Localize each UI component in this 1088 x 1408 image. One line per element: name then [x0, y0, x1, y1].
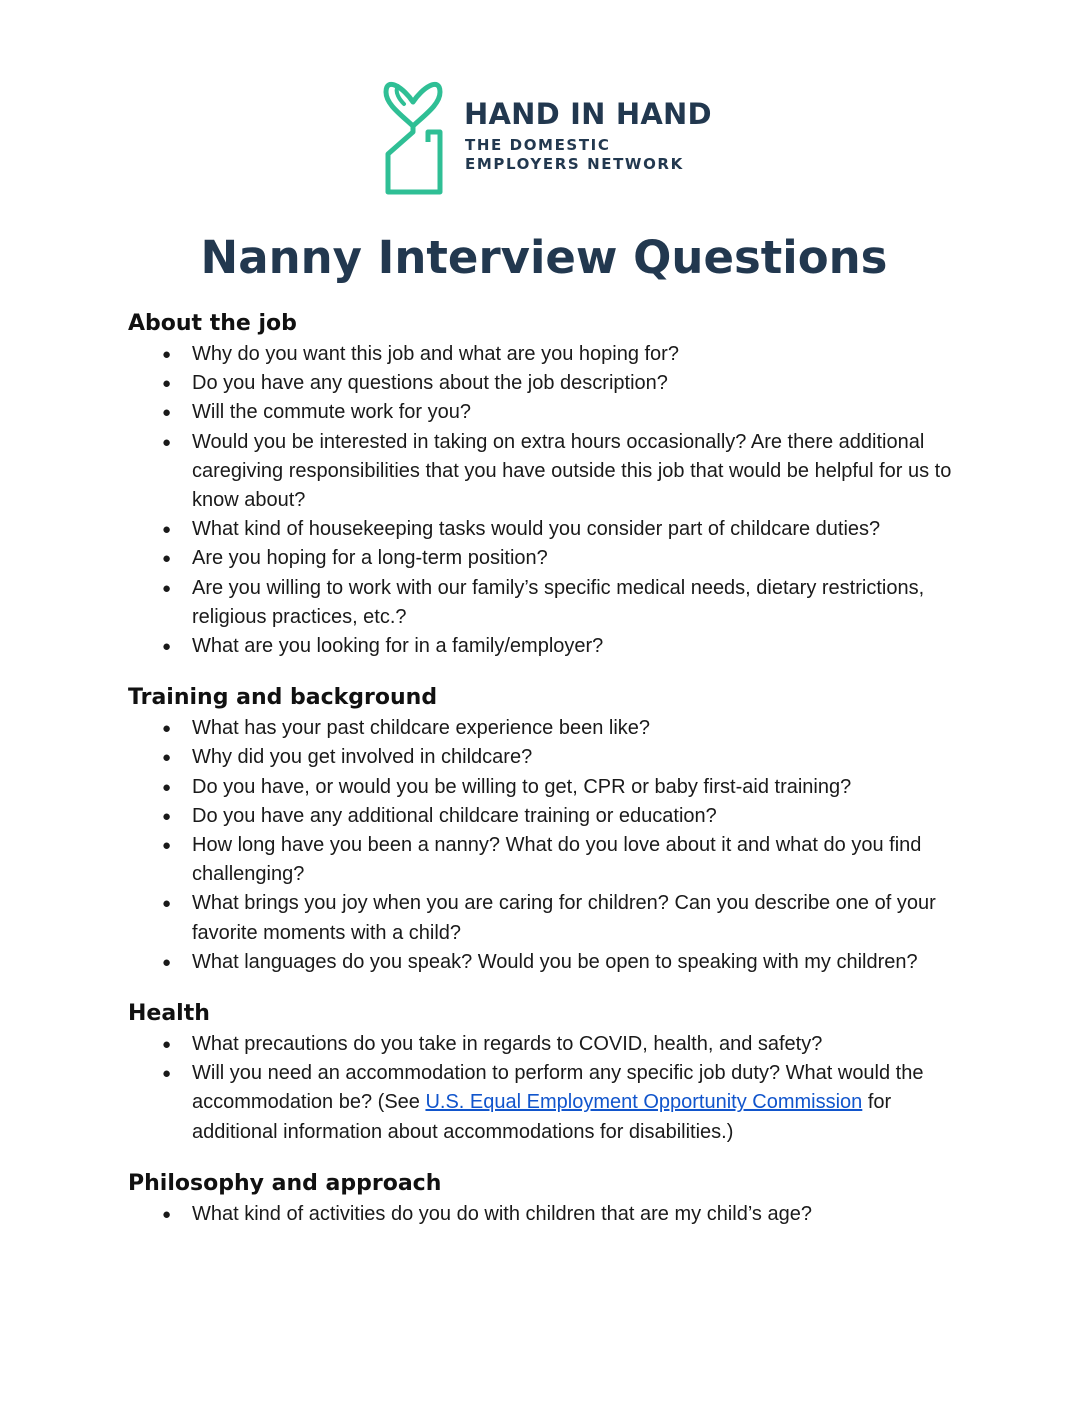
question-text: What has your past childcare experience been like?	[192, 717, 651, 740]
section-heading: About the job	[128, 311, 297, 336]
question-text: Would you be interested in taking on extra hours occasionally? Are there additional caregiving responsibilities that you have outside this job that would be helpful for us to know about?	[192, 430, 952, 512]
question-text: Are you willing to work with our family’s specific medical needs, dietary restrictions, religious practices, etc.?	[192, 576, 925, 628]
brand-name: HAND IN HAND	[464, 97, 712, 131]
bullet-icon: ●	[162, 638, 172, 656]
question-text: What are you looking for in a family/employer?	[192, 635, 604, 658]
questions-content	[128, 308, 968, 1250]
list-item	[128, 428, 968, 516]
question-text: Do you have, or would you be willing to get, CPR or baby first-aid training?	[192, 775, 852, 798]
question-list	[128, 1030, 968, 1147]
bullet-icon: ●	[162, 346, 172, 363]
eeoc-link[interactable]: U.S. Equal Employment Opportunity Commission	[425, 1091, 863, 1114]
bullet-icon: ●	[162, 720, 172, 738]
question-text: Will the commute work for you?	[192, 401, 471, 424]
bullet-icon: ●	[162, 404, 172, 422]
section-heading: Training and background	[128, 685, 438, 711]
section-health	[128, 998, 968, 1147]
question-list	[128, 340, 968, 661]
question-text: What languages do you speak? Would you be open to speaking with my children?	[192, 950, 918, 973]
section-training-and-background	[128, 682, 968, 977]
bullet-icon: ●	[162, 807, 172, 825]
bullet-icon: ●	[162, 433, 172, 451]
question-text: What kind of activities do you do with children that are my child’s age?	[192, 1202, 812, 1225]
bullet-icon: ●	[162, 375, 172, 393]
question-text: Why did you get involved in childcare?	[192, 746, 533, 769]
bullet-icon: ●	[162, 1036, 172, 1054]
list-item	[128, 544, 968, 573]
list-item	[128, 340, 968, 369]
brand-subtitle-line1: THE DOMESTIC	[465, 136, 611, 154]
bullet-icon: ●	[162, 550, 172, 568]
question-text: What precautions do you take in regards to COVID, health, and safety?	[192, 1033, 823, 1056]
list-item	[128, 369, 968, 398]
list-item	[128, 1030, 968, 1059]
section-philosophy-and-approach	[128, 1168, 968, 1229]
brand-subtitle	[465, 136, 684, 174]
list-item	[128, 398, 968, 427]
list-item	[128, 714, 968, 743]
question-list	[128, 1200, 968, 1229]
question-text: What brings you joy when you are caring for children? Can you describe one of your favorite moments with a child?	[192, 892, 936, 944]
bullet-icon: ●	[162, 895, 172, 913]
question-text: Why do you want this job and what are you hoping for?	[192, 343, 679, 365]
bullet-icon: ●	[162, 1205, 172, 1223]
bullet-icon: ●	[162, 778, 172, 796]
list-item	[128, 1200, 968, 1229]
list-item	[128, 948, 968, 977]
list-item	[128, 515, 968, 544]
list-item	[128, 831, 968, 889]
bullet-icon: ●	[162, 953, 172, 971]
question-text: Are you hoping for a long-term position?	[192, 547, 548, 570]
brand-subtitle-line2: EMPLOYERS NETWORK	[465, 155, 684, 173]
page-title: Nanny Interview Questions	[200, 231, 888, 284]
section-heading: Health	[128, 1001, 210, 1027]
list-item	[128, 889, 968, 947]
bullet-icon: ●	[162, 1065, 172, 1083]
section-heading: Philosophy and approach	[128, 1170, 442, 1196]
list-item	[128, 632, 968, 661]
list-item	[128, 743, 968, 772]
bullet-icon: ●	[162, 837, 172, 855]
question-text: Do you have any questions about the job description?	[192, 372, 668, 395]
section-about-the-job	[128, 308, 968, 661]
question-text: How long have you been a nanny? What do you love about it and what do you find challenging?	[192, 834, 922, 886]
list-item	[128, 773, 968, 802]
logo	[382, 74, 712, 198]
question-text: Do you have any additional childcare training or education?	[192, 804, 717, 827]
list-item	[128, 802, 968, 831]
question-list	[128, 714, 968, 977]
list-item	[128, 574, 968, 632]
question-text-after-link: for additional information about accommodations for disabilities.)	[192, 1091, 892, 1143]
heart-house-icon	[382, 74, 446, 198]
bullet-icon: ●	[162, 521, 172, 539]
question-text-before-link: Will you need an accommodation to perform any specific job duty? What would the accommodation be? (See	[192, 1062, 924, 1114]
list-item	[128, 1059, 968, 1147]
question-text: What kind of housekeeping tasks would you consider part of childcare duties?	[192, 518, 881, 541]
bullet-icon: ●	[162, 579, 172, 597]
bullet-icon: ●	[162, 749, 172, 767]
